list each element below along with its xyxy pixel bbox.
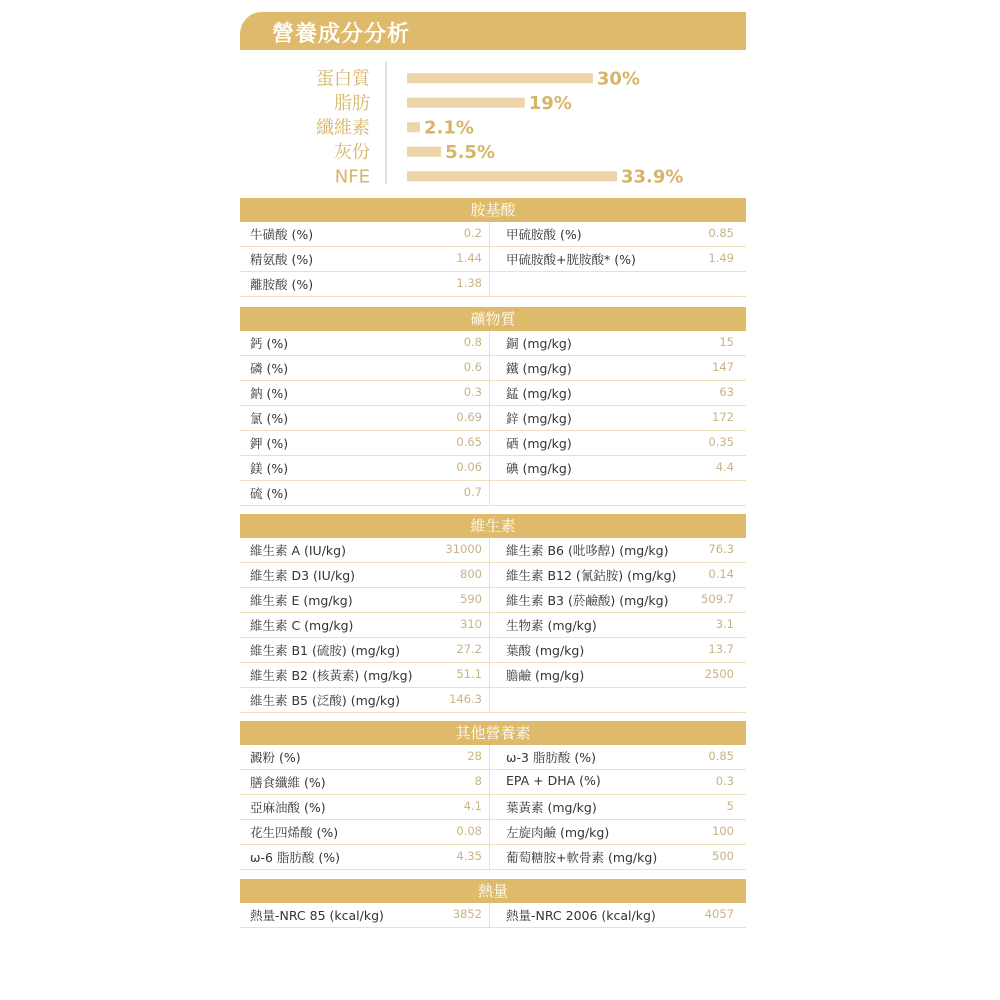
nutrient-value: 51.1 (456, 667, 482, 681)
nutrient-section (240, 307, 746, 506)
bar-category-label: 灰份 (334, 141, 370, 163)
column-divider (489, 770, 490, 794)
section-header: 胺基酸 (240, 198, 746, 222)
column-divider (489, 431, 490, 455)
column-divider (489, 638, 490, 662)
nutrient-value: 147 (712, 360, 734, 374)
nutrient-name: 維生素 A (IU/kg) (250, 543, 346, 558)
bar-value-label: 5.5% (445, 141, 495, 163)
nutrient-name: 膽鹼 (mg/kg) (506, 668, 585, 683)
table-row (240, 663, 746, 688)
nutrient-value: 310 (460, 617, 482, 631)
table-row (240, 406, 746, 431)
bar (407, 98, 525, 108)
nutrient-name: 維生素 C (mg/kg) (250, 618, 354, 633)
column-divider (489, 247, 490, 271)
bar-chart-svg (240, 60, 746, 190)
nutrient-value: 31000 (445, 542, 482, 556)
nutrient-name: EPA + DHA (%) (506, 773, 601, 788)
nutrient-value: 0.69 (456, 410, 482, 424)
nutrient-name: 熱量-NRC 2006 (kcal/kg) (506, 908, 656, 923)
nutrient-name: 硒 (mg/kg) (506, 436, 572, 451)
nutrient-name: 葉酸 (mg/kg) (506, 643, 585, 658)
nutrient-name: 鎂 (%) (250, 461, 289, 476)
nutrient-value: 63 (719, 385, 734, 399)
column-divider (489, 406, 490, 430)
column-divider (489, 745, 490, 769)
nutrient-value: 800 (460, 567, 482, 581)
column-divider (489, 663, 490, 687)
table-row (240, 356, 746, 381)
table-row (240, 481, 746, 506)
nutrient-section (240, 198, 746, 297)
bar (407, 122, 420, 132)
column-divider (489, 588, 490, 612)
bar-category-label: NFE (334, 166, 370, 188)
bar (407, 73, 593, 83)
table-row (240, 588, 746, 613)
nutrient-name: 錳 (mg/kg) (506, 386, 572, 401)
nutrient-value: 0.8 (463, 335, 482, 349)
nutrient-name: 亞麻油酸 (%) (250, 800, 326, 815)
nutrient-value: 100 (712, 824, 734, 838)
page-title: 營養成分分析 (272, 22, 411, 47)
nutrient-name: 葡萄糖胺+軟骨素 (mg/kg) (506, 850, 658, 865)
table-row (240, 745, 746, 770)
column-divider (489, 563, 490, 587)
nutrient-value: 5 (726, 799, 734, 813)
nutrient-value: 28 (467, 749, 482, 763)
table-row (240, 563, 746, 588)
nutrient-name: 離胺酸 (%) (250, 277, 314, 292)
nutrient-value: 0.85 (708, 226, 734, 240)
nutrient-name: 鐵 (mg/kg) (506, 361, 572, 376)
nutrient-value: 0.85 (708, 749, 734, 763)
section-header: 熱量 (240, 879, 746, 903)
table-row (240, 903, 746, 928)
nutrient-value: 0.2 (463, 226, 482, 240)
nutrient-name: ω-3 脂肪酸 (%) (506, 750, 597, 765)
nutrient-value: 0.3 (463, 385, 482, 399)
nutrient-value: 172 (712, 410, 734, 424)
nutrient-name: 精氨酸 (%) (250, 252, 314, 267)
table-row (240, 456, 746, 481)
nutrient-value: 76.3 (708, 542, 734, 556)
nutrient-value: 27.2 (456, 642, 482, 656)
nutrient-name: 膳食纖維 (%) (250, 775, 326, 790)
table-row (240, 272, 746, 297)
nutrient-value: 1.44 (456, 251, 482, 265)
nutrient-value: 0.7 (463, 485, 482, 499)
table-row (240, 381, 746, 406)
column-divider (489, 795, 490, 819)
nutrient-section (240, 879, 746, 928)
nutrient-value: 0.3 (715, 774, 734, 788)
column-divider (489, 272, 490, 296)
nutrient-bar-chart (240, 60, 746, 190)
nutrient-name: 氯 (%) (250, 411, 289, 426)
column-divider (489, 820, 490, 844)
section-header: 礦物質 (240, 307, 746, 331)
nutrient-name: 維生素 B5 (泛酸) (mg/kg) (250, 693, 400, 708)
column-divider (489, 481, 490, 505)
bar-value-label: 19% (528, 92, 572, 114)
table-row (240, 431, 746, 456)
section-header: 其他營養素 (240, 721, 746, 745)
nutrient-name: 磷 (%) (250, 361, 289, 376)
nutrient-name: 鈣 (%) (250, 336, 289, 351)
table-row (240, 613, 746, 638)
column-divider (489, 613, 490, 637)
nutrient-name: 維生素 E (mg/kg) (250, 593, 353, 608)
nutrient-value: 500 (712, 849, 734, 863)
nutrient-name: 左旋肉鹼 (mg/kg) (506, 825, 610, 840)
nutrient-name: 甲硫胺酸+胱胺酸* (%) (506, 252, 636, 267)
table-row (240, 688, 746, 713)
nutrient-value: 0.06 (456, 460, 482, 474)
nutrient-name: ω-6 脂肪酸 (%) (250, 850, 341, 865)
bar-value-label: 2.1% (424, 117, 474, 139)
nutrient-value: 8 (474, 774, 482, 788)
table-row (240, 331, 746, 356)
nutrient-value: 3.1 (715, 617, 734, 631)
column-divider (489, 538, 490, 562)
nutrient-section (240, 514, 746, 713)
nutrient-name: 維生素 B6 (吡哆醇) (mg/kg) (506, 543, 669, 558)
table-row (240, 820, 746, 845)
column-divider (489, 331, 490, 355)
nutrient-name: 維生素 B1 (硫胺) (mg/kg) (250, 643, 400, 658)
nutrient-name: 葉黃素 (mg/kg) (506, 800, 597, 815)
nutrient-name: 熱量-NRC 85 (kcal/kg) (250, 908, 384, 923)
nutrient-name: 硫 (%) (250, 486, 289, 501)
nutrient-name: 維生素 B2 (核黃素) (mg/kg) (250, 668, 413, 683)
column-divider (489, 456, 490, 480)
table-row (240, 770, 746, 795)
bar-category-label: 脂肪 (334, 92, 370, 114)
column-divider (489, 381, 490, 405)
nutrient-value: 4.35 (456, 849, 482, 863)
column-divider (489, 688, 490, 712)
bar-category-label: 蛋白質 (316, 68, 370, 90)
nutrient-value: 15 (719, 335, 734, 349)
nutrient-name: 維生素 B12 (氰鈷胺) (mg/kg) (506, 568, 677, 583)
nutrient-name: 鈉 (%) (250, 386, 289, 401)
nutrient-value: 0.6 (463, 360, 482, 374)
nutrient-name: 鉀 (%) (250, 436, 289, 451)
nutrient-value: 4.4 (715, 460, 734, 474)
title-bar (240, 12, 746, 50)
nutrient-value: 13.7 (708, 642, 734, 656)
column-divider (489, 222, 490, 246)
nutrient-value: 590 (460, 592, 482, 606)
nutrient-name: 碘 (mg/kg) (506, 461, 572, 476)
nutrient-value: 0.35 (708, 435, 734, 449)
column-divider (489, 903, 490, 927)
nutrient-name: 澱粉 (%) (250, 750, 301, 765)
nutrient-name: 銅 (mg/kg) (506, 336, 572, 351)
nutrient-value: 2500 (704, 667, 734, 681)
table-row (240, 795, 746, 820)
nutrient-value: 4057 (704, 907, 734, 921)
table-row (240, 845, 746, 870)
nutrient-value: 4.1 (463, 799, 482, 813)
table-row (240, 538, 746, 563)
nutrient-value: 509.7 (701, 592, 734, 606)
nutrient-name: 花生四烯酸 (%) (250, 825, 339, 840)
bar-value-label: 33.9% (621, 166, 684, 188)
section-header: 維生素 (240, 514, 746, 538)
nutrient-value: 0.65 (456, 435, 482, 449)
nutrient-value: 1.38 (456, 276, 482, 290)
nutrient-name: 生物素 (mg/kg) (506, 618, 597, 633)
nutrient-value: 1.49 (708, 251, 734, 265)
bar-value-label: 30% (596, 68, 640, 90)
nutrient-value: 3852 (452, 907, 482, 921)
nutrient-name: 維生素 D3 (IU/kg) (250, 568, 355, 583)
nutrient-name: 牛磺酸 (%) (250, 227, 314, 242)
nutrient-name: 鋅 (mg/kg) (506, 411, 572, 426)
bar (407, 171, 617, 181)
nutrient-value: 0.08 (456, 824, 482, 838)
table-row (240, 247, 746, 272)
table-row (240, 638, 746, 663)
nutrient-name: 維生素 B3 (菸鹼酸) (mg/kg) (506, 593, 669, 608)
nutrient-value: 0.14 (708, 567, 734, 581)
nutrient-section (240, 721, 746, 870)
column-divider (489, 356, 490, 380)
table-row (240, 222, 746, 247)
nutrient-name: 甲硫胺酸 (%) (506, 227, 582, 242)
bar (407, 147, 441, 157)
column-divider (489, 845, 490, 869)
bar-category-label: 纖維素 (316, 117, 370, 139)
nutrient-value: 146.3 (449, 692, 482, 706)
